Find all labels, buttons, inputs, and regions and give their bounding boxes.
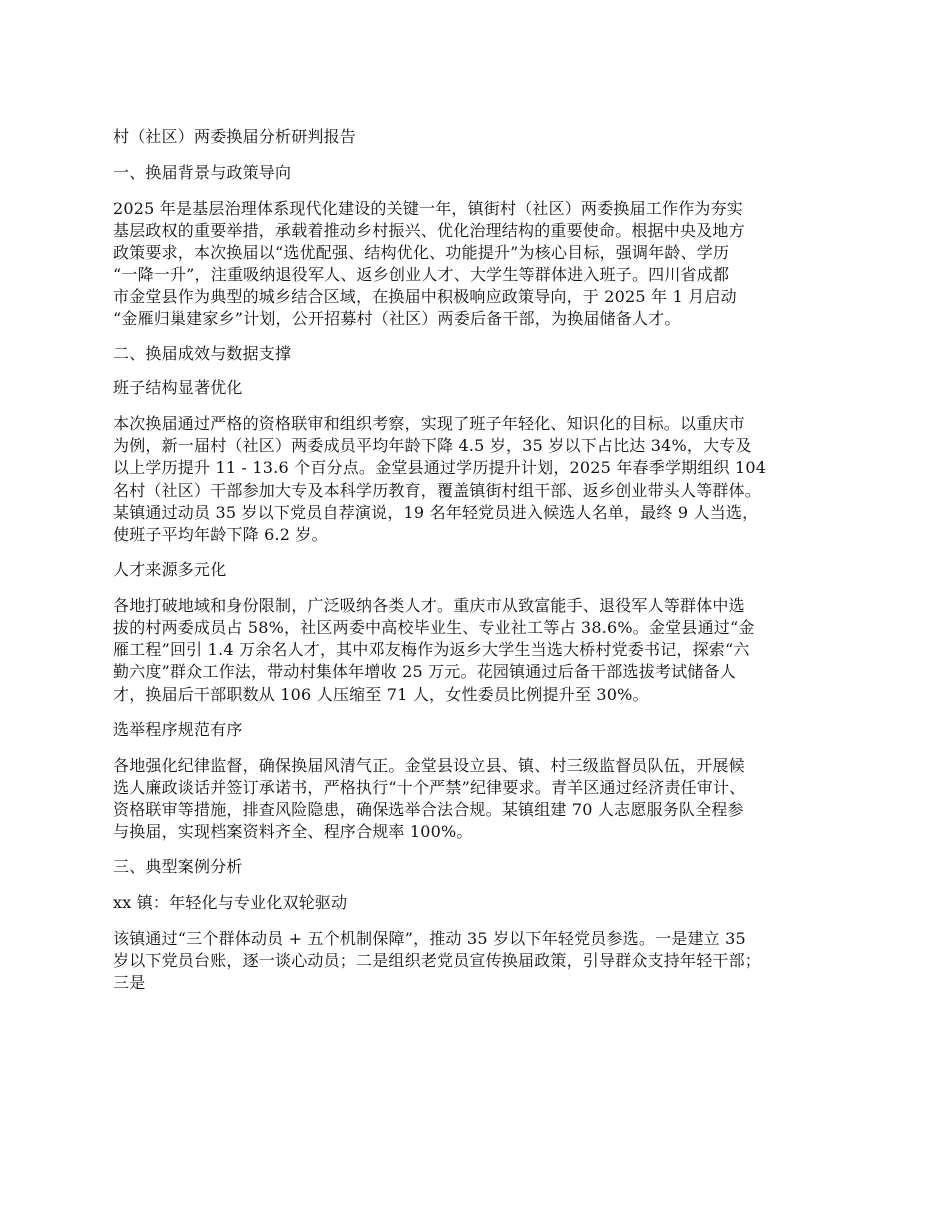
paragraph-line: 本次换届通过严格的资格联审和组织考察，实现了班子年轻化、知识化的目标。以重庆市 <box>113 414 745 433</box>
paragraph-line: 基层政权的重要举措，承载着推动乡村振兴、优化治理结构的重要使命。根据中央及地方 <box>113 221 745 240</box>
paragraph-line: 市金堂县作为典型的城乡结合区域，在换届中积极响应政策导向，于 2025 年 1 月启动 <box>113 287 737 306</box>
subsection-heading: 人才来源多元化 <box>113 560 227 579</box>
subsection-heading: xx 镇：年轻化与专业化双轮驱动 <box>113 893 348 912</box>
paragraph-line: 各地强化纪律监督，确保换届风清气正。金堂县设立县、镇、村三级监督员队伍，开展候 <box>113 756 745 775</box>
section-heading: 三、典型案例分析 <box>113 857 243 876</box>
paragraph-line: 雁工程”回引 1.4 万余名人才，其中邓友梅作为返乡大学生当选大桥村党委书记，探索“六 <box>113 640 750 659</box>
paragraph-line: 各地打破地域和身份限制，广泛吸纳各类人才。重庆市从致富能手、退役军人等群体中选 <box>113 596 745 615</box>
paragraph-line: “一降一升”，注重吸纳退役军人、返乡创业人才、大学生等群体进入班子。四川省成都 <box>113 265 730 284</box>
paragraph-line: 三是 <box>113 973 146 992</box>
subsection-heading: 选举程序规范有序 <box>113 720 243 739</box>
paragraph-line: 与换届，实现档案资料齐全、程序合规率 100%。 <box>113 822 473 841</box>
paragraph-line: 使班子平均年龄下降 6.2 岁。 <box>113 525 328 544</box>
paragraph-line: 为例，新一届村（社区）两委成员平均年龄下降 4.5 岁，35 岁以下占比达 34%，大专及 <box>113 436 752 455</box>
paragraph-line: 才，换届后干部职数从 106 人压缩至 71 人，女性委员比例提升至 30%。 <box>113 685 649 704</box>
section-heading: 二、换届成效与数据支撑 <box>113 344 292 363</box>
paragraph-line: 某镇通过动员 35 岁以下党员自荐演说，19 名年轻党员进入候选人名单，最终 9 人当选， <box>113 503 759 522</box>
paragraph-line: “金雁归巢建家乡”计划，公开招募村（社区）两委后备干部，为换届储备人才。 <box>113 309 681 328</box>
paragraph-line: 岁以下党员台账，逐一谈心动员；二是组织老党员宣传换届政策，引导群众支持年轻干部； <box>113 951 762 970</box>
subsection-heading: 班子结构显著优化 <box>113 378 243 397</box>
paragraph-line: 拔的村两委成员占 58%，社区两委中高校毕业生、专业社工等占 38.6%。金堂县通过“金 <box>113 618 755 637</box>
document-title: 村（社区）两委换届分析研判报告 <box>113 127 357 146</box>
paragraph-line: 以上学历提升 11 - 13.6 个百分点。金堂县通过学历提升计划，2025 年春季学期组织 104 <box>113 458 767 477</box>
paragraph-line: 该镇通过“三个群体动员 + 五个机制保障”，推动 35 岁以下年轻党员参选。一是建立 35 <box>113 929 746 948</box>
paragraph-line: 名村（社区）干部参加大专及本科学历教育，覆盖镇街村组干部、返乡创业带头人等群体。 <box>113 481 762 500</box>
section-heading: 一、换届背景与政策导向 <box>113 163 292 182</box>
paragraph-line: 资格联审等措施，排查风险隐患，确保选举合法合规。某镇组建 70 人志愿服务队全程参 <box>113 800 744 819</box>
paragraph-line: 2025 年是基层治理体系现代化建设的关键一年，镇街村（社区）两委换届工作作为夯实 <box>113 199 744 218</box>
paragraph-line: 政策要求，本次换届以“选优配强、结构优化、功能提升”为核心目标，强调年龄、学历 <box>113 243 730 262</box>
paragraph-line: 选人廉政谈话并签订承诺书，严格执行“十个严禁”纪律要求。青羊区通过经济责任审计、 <box>113 778 746 797</box>
paragraph-line: 勤六度”群众工作法，带动村集体年增收 25 万元。花园镇通过后备干部选拔考试储备人 <box>113 662 736 681</box>
